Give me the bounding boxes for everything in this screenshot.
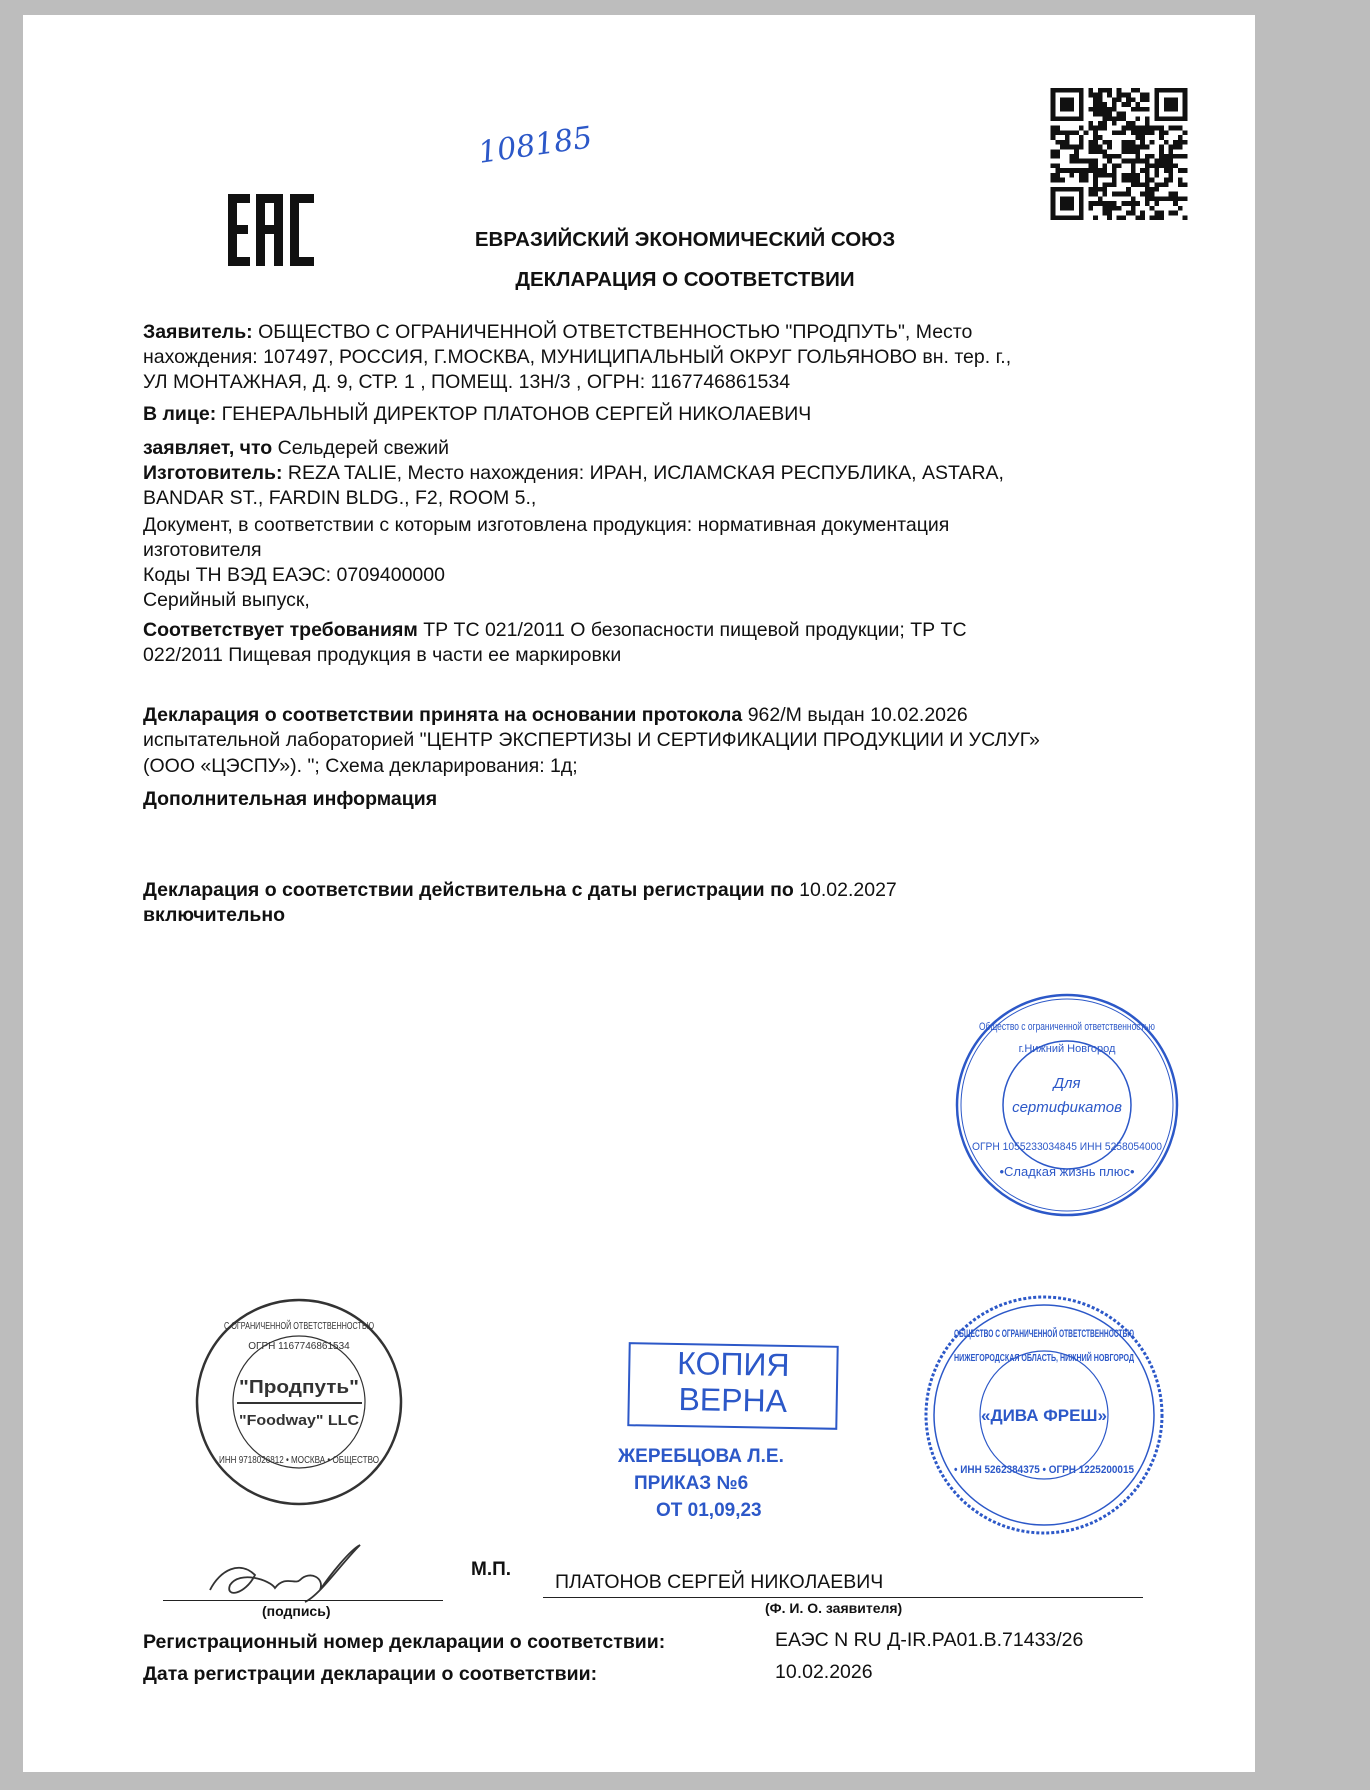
copy-line-2: ВЕРНА bbox=[678, 1381, 788, 1419]
validity-line-2 bbox=[143, 903, 285, 928]
requirements-line-2: 022/2011 Пищевая продукция в части ее маркировки bbox=[143, 644, 622, 666]
basis-value: 962/М выдан 10.02.2026 bbox=[742, 704, 968, 726]
represented-value: ГЕНЕРАЛЬНЫЙ ДИРЕКТОР ПЛАТОНОВ СЕРГЕЙ НИКОЛАЕВИЧ bbox=[216, 403, 812, 425]
validity-date: 10.02.2027 bbox=[793, 879, 897, 901]
registration-date-label bbox=[143, 1662, 597, 1687]
basis-line-2: испытательной лабораторией "ЦЕНТР ЭКСПЕРТИЗЫ И СЕРТИФИКАЦИИ ПРОДУКЦИИ И УСЛУГ» bbox=[143, 729, 1040, 751]
sweet-life-outer: Общество с ограниченной ответственностью bbox=[979, 1021, 1155, 1033]
applicant-label: Заявитель: bbox=[143, 321, 253, 343]
copy-order: ПРИКАЗ №6 bbox=[634, 1473, 749, 1494]
applicant-name: ПЛАТОНОВ СЕРГЕЙ НИКОЛАЕВИЧ bbox=[555, 1571, 884, 1593]
prodput-bottom: ИНН 9718026812 • МОСКВА • ОБЩЕСТВО bbox=[219, 1455, 380, 1466]
applicant-line-3: УЛ МОНТАЖНАЯ, Д. 9, СТР. 1 , ПОМЕЩ. 13Н/3 , ОГРН: 1167746861534 bbox=[143, 371, 791, 393]
manufacturer-value: REZA TALIE, Место нахождения: ИРАН, ИСЛАМСКАЯ РЕСПУБЛИКА, ASTARA, bbox=[282, 462, 1004, 484]
document-title: ДЕКЛАРАЦИЯ О СООТВЕТСТВИИ bbox=[515, 268, 855, 291]
product-label: заявляет, что bbox=[143, 437, 273, 459]
manufacturer-line-2: BANDAR ST., FARDIN BLDG., F2, ROOM 5., bbox=[143, 487, 537, 509]
sweet-life-bottom: •Сладкая жизнь плюс• bbox=[999, 1164, 1135, 1179]
serial-line: Серийный выпуск, bbox=[143, 589, 310, 611]
registration-number-label bbox=[143, 1630, 665, 1655]
prodput-center-2: "Foodway" LLC bbox=[239, 1412, 360, 1429]
registration-number-label-text: Регистрационный номер декларации о соответствии: bbox=[143, 1631, 666, 1653]
manufacturer-label: Изготовитель: bbox=[143, 462, 283, 484]
stamp-prodput bbox=[192, 1295, 432, 1515]
handwritten-number: 108185 bbox=[476, 120, 595, 171]
product-value: Сельдерей свежий bbox=[272, 437, 449, 459]
sweet-life-center-2: сертификатов bbox=[1012, 1099, 1122, 1116]
name-line bbox=[543, 1597, 1143, 1598]
union-title: ЕВРАЗИЙСКИЙ ЭКОНОМИЧЕСКИЙ СОЮЗ bbox=[474, 228, 896, 251]
stamp-sweet-life bbox=[952, 990, 1182, 1225]
prodput-center-1: "Продпуть" bbox=[239, 1377, 359, 1397]
stamp-copy-certified bbox=[627, 1342, 838, 1430]
prodput-outer: С ОГРАНИЧЕННОЙ ОТВЕТСТВЕННОСТЬЮ bbox=[224, 1321, 432, 1332]
registration-number: ЕАЭС N RU Д-IR.РА01.В.71433/26 bbox=[775, 1629, 1084, 1651]
applicant-line-1 bbox=[143, 320, 972, 345]
diva-region: НИЖЕГОРОДСКАЯ ОБЛАСТЬ, НИЖНИЙ НОВГОРОД bbox=[954, 1353, 1209, 1364]
validity-label-2: включительно bbox=[143, 904, 286, 926]
copy-date: ОТ 01,09,23 bbox=[656, 1500, 762, 1521]
seal-place-label: М.П. bbox=[471, 1559, 512, 1580]
document-line-1: Документ, в соответствии с которым изготовлена продукция: нормативная документация bbox=[143, 514, 950, 536]
requirements-line-1 bbox=[143, 618, 967, 643]
signature-line bbox=[163, 1600, 443, 1601]
prodput-ogrn: ОГРН 1167746861534 bbox=[248, 1341, 350, 1352]
product-line bbox=[143, 436, 449, 461]
basis-line-1 bbox=[143, 703, 968, 728]
manufacturer-line-1 bbox=[143, 461, 1004, 486]
basis-label: Декларация о соответствии принята на основании протокола bbox=[143, 704, 743, 726]
requirements-label: Соответствует требованиям bbox=[143, 619, 418, 641]
sweet-life-ogrn: ОГРН 1055233034845 ИНН 5258054000 bbox=[972, 1141, 1162, 1153]
additional-info-heading bbox=[143, 787, 437, 812]
codes-line: Коды ТН ВЭД ЕАЭС: 0709400000 bbox=[143, 564, 445, 586]
diva-ids: • ИНН 5262384375 • ОГРН 1225200015 bbox=[954, 1464, 1134, 1476]
validity-line-1 bbox=[143, 878, 897, 903]
requirements-value: ТР ТС 021/2011 О безопасности пищевой продукции; ТР ТС bbox=[417, 619, 967, 641]
diva-center: «ДИВА ФРЕШ» bbox=[981, 1406, 1107, 1425]
represented-label: В лице: bbox=[143, 403, 217, 425]
qr-code bbox=[1050, 88, 1188, 225]
registration-date: 10.02.2026 bbox=[775, 1661, 873, 1683]
represented-by bbox=[143, 402, 811, 427]
name-caption: (Ф. И. О. заявителя) bbox=[765, 1600, 903, 1616]
diva-outer: ОБЩЕСТВО С ОГРАНИЧЕННОЙ ОТВЕТСТВЕННОСТЬЮ bbox=[954, 1328, 1255, 1340]
stamp-diva-fresh bbox=[922, 1293, 1255, 1543]
registration-date-label-text: Дата регистрации декларации о соответствии: bbox=[143, 1663, 598, 1685]
copy-line-1: КОПИЯ bbox=[676, 1345, 790, 1383]
copy-name: ЖЕРЕБЦОВА Л.Е. bbox=[618, 1446, 784, 1467]
additional-info-label: Дополнительная информация bbox=[143, 788, 438, 810]
signature-caption: (подпись) bbox=[262, 1603, 331, 1619]
sweet-life-center-1: Для bbox=[1053, 1075, 1081, 1092]
document-line-2: изготовителя bbox=[143, 539, 262, 561]
basis-line-3: (ООО «ЦЭСПУ»). "; Схема декларирования: 1д; bbox=[143, 755, 578, 777]
applicant-value: ОБЩЕСТВО С ОГРАНИЧЕННОЙ ОТВЕТСТВЕННОСТЬЮ "ПРОДПУТЬ", Место bbox=[252, 321, 973, 343]
validity-label: Декларация о соответствии действительна с даты регистрации по bbox=[143, 879, 794, 901]
sweet-life-city: г.Нижний Новгород bbox=[1018, 1043, 1116, 1055]
applicant-line-2: нахождения: 107497, РОССИЯ, Г.МОСКВА, МУНИЦИПАЛЬНЫЙ ОКРУГ ГОЛЬЯНОВО вн. тер. г., bbox=[143, 346, 1012, 368]
